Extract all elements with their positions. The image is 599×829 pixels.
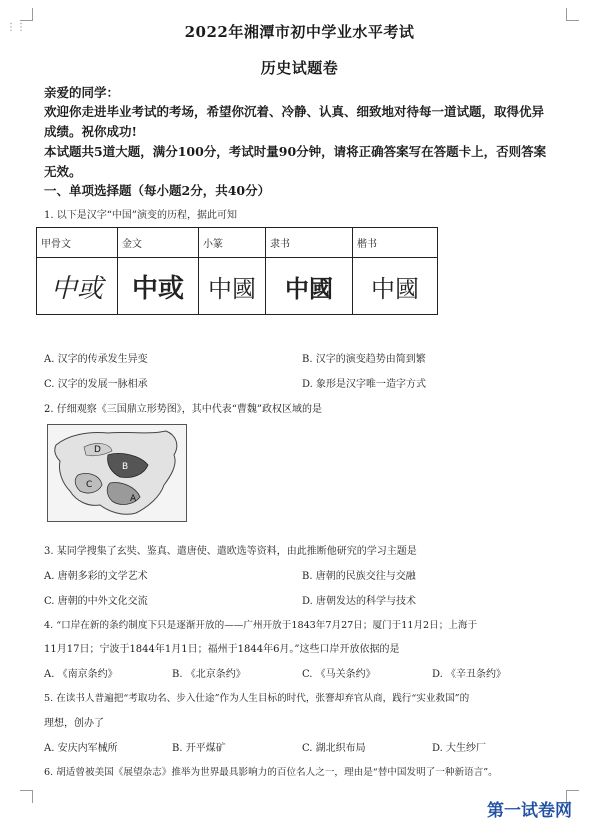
map-label-a: A [130, 494, 137, 504]
table-glyph-row [37, 258, 438, 315]
q4-option-d: D. 《辛丑条约》 [432, 669, 507, 680]
table-header-cell: 隶书 [266, 228, 353, 258]
q3-option-d: D. 唐朝发达的科学与技术 [302, 596, 417, 607]
welcome-line-1: 欢迎你走进毕业考试的考场，希望你沉着、冷静、认真、细致地对待每一道试题，取得优异 [44, 104, 545, 119]
question-6-stem: 6. 胡适曾被美国《展望杂志》推举为世界最具影响力的百位名人之一，理由是“替中国发明了一种新语言”。 [44, 767, 498, 778]
q1-option-a: A. 汉字的传承发生异变 [44, 354, 148, 365]
info-line-1: 本试题共5道大题，满分100分，考试时量90分钟，请将正确答案写在答题卡上，否则答案 [44, 144, 547, 159]
drag-handle-icon[interactable]: ⋮⋮ [6, 22, 26, 33]
table-header-cell: 金文 [118, 228, 199, 258]
map-label-b: B [122, 462, 129, 472]
welcome-line-2: 成绩。祝你成功! [44, 124, 137, 139]
question-5-stem-line-2: 理想，创办了 [44, 718, 104, 729]
question-3-stem: 3. 某同学搜集了玄奘、鉴真、遣唐使、遣欧选等资料，由此推断他研究的学习主题是 [44, 546, 417, 557]
q3-option-c: C. 唐朝的中外文化交流 [44, 596, 148, 607]
question-5-stem-line-1: 5. 在读书人普遍把“考取功名、步入仕途”作为人生目标的时代，张謇却弃官从商，践行“实业救国”的 [44, 693, 470, 704]
section-heading: 一、单项选择题（每小题2分，共40分） [44, 183, 271, 198]
map-graphic [48, 425, 186, 521]
q5-option-b: B. 开平煤矿 [172, 743, 226, 754]
q4-option-c: C. 《马关条约》 [302, 669, 376, 680]
q1-option-b: B. 汉字的演变趋势由简到繁 [302, 354, 426, 365]
table-header-row [37, 228, 438, 258]
info-line-2: 无效。 [44, 164, 82, 179]
glyph-regular: 中國 [353, 258, 438, 315]
question-4-stem-line-2: 11月17日；宁波于1844年1月1日；福州于1844年6月。”这些口岸开放依据的是 [44, 644, 400, 655]
map-label-c: C [86, 480, 93, 490]
glyph-oracle-bone: 中或 [37, 258, 118, 315]
q4-option-b: B. 《北京条约》 [172, 669, 246, 680]
glyph-small-seal: 中國 [199, 258, 266, 315]
q3-option-a: A. 唐朝多彩的文学艺术 [44, 571, 148, 582]
three-kingdoms-map [47, 424, 187, 522]
q1-option-c: C. 汉字的发展一脉相承 [44, 379, 148, 390]
glyph-bronze: 中或 [118, 258, 199, 315]
greeting: 亲爱的同学： [44, 85, 120, 100]
q3-option-b: B. 唐朝的民族交往与交融 [302, 571, 416, 582]
crop-mark-bottom-left [20, 790, 33, 803]
q5-option-a: A. 安庆内军械所 [44, 743, 118, 754]
q5-option-d: D. 大生纱厂 [432, 743, 487, 754]
exam-title: 2022年湘潭市初中学业水平考试 [184, 23, 415, 41]
table-header-cell: 楷书 [353, 228, 438, 258]
map-label-d: D [94, 445, 101, 455]
q1-option-d: D. 象形是汉字唯一造字方式 [302, 379, 427, 390]
script-evolution-table [36, 227, 438, 315]
crop-mark-top-right [566, 8, 579, 21]
q4-option-a: A. 《南京条约》 [44, 669, 118, 680]
crop-mark-top-left [20, 8, 33, 21]
q5-option-c: C. 湖北织布局 [302, 743, 366, 754]
table-header-cell: 甲骨文 [37, 228, 118, 258]
table-header-cell: 小篆 [199, 228, 266, 258]
exam-subtitle: 历史试题卷 [260, 59, 339, 77]
question-1-stem: 1. 以下是汉字“中国”演变的历程，据此可知 [44, 210, 237, 221]
question-4-stem-line-1: 4. “口岸在新的条约制度下只是逐渐开放的——广州开放于1843年7月27日；厦门于11月2日；上海于 [44, 620, 478, 631]
glyph-clerical: 中國 [266, 258, 353, 315]
question-2-stem: 2. 仔细观察《三国鼎立形势图》，其中代表“曹魏”政权区域的是 [44, 404, 322, 415]
watermark-logo: 第一试卷网 [487, 801, 572, 821]
